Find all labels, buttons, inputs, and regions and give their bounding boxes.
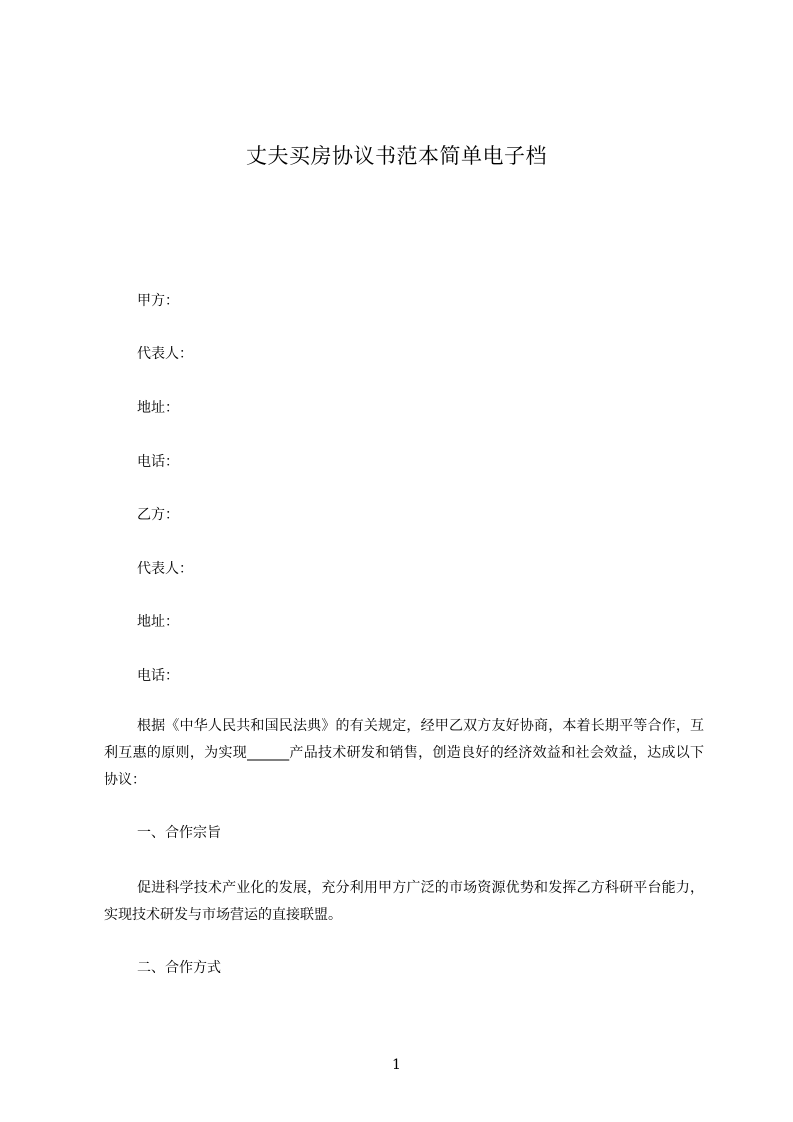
party-b-label: 乙方：: [137, 507, 179, 523]
party-a-representative: 代表人：: [137, 346, 193, 362]
intro-text: 根据《中华人民共和国民法典》的有关规定，经甲乙双方友好协商，本着长期平等合作，互利互惠的原则，为实现______产品技术研发和销售，创造良好的经济效益和社会效益，达成以下协议：: [104, 718, 704, 788]
party-b-representative: 代表人：: [137, 561, 193, 577]
intro-paragraph: [104, 713, 704, 794]
party-b-address: 地址：: [137, 614, 179, 630]
section-1-text: 促进科学技术产业化的发展，充分利用甲方广泛的市场资源优势和发挥乙方科研平台能力，实现技术研发与市场营运的直接联盟。: [104, 880, 704, 923]
section-1-paragraph: [104, 875, 704, 929]
document-title: 丈夫买房协议书范本简单电子档: [246, 144, 547, 168]
page-number: 1: [392, 1057, 401, 1073]
party-a-label: 甲方：: [137, 293, 179, 309]
section-1-heading: 一、合作宗旨: [137, 825, 221, 841]
section-2-heading: 二、合作方式: [137, 960, 221, 976]
party-b-phone: 电话：: [137, 668, 179, 684]
party-a-phone: 电话：: [137, 454, 179, 470]
party-a-address: 地址：: [137, 400, 179, 416]
